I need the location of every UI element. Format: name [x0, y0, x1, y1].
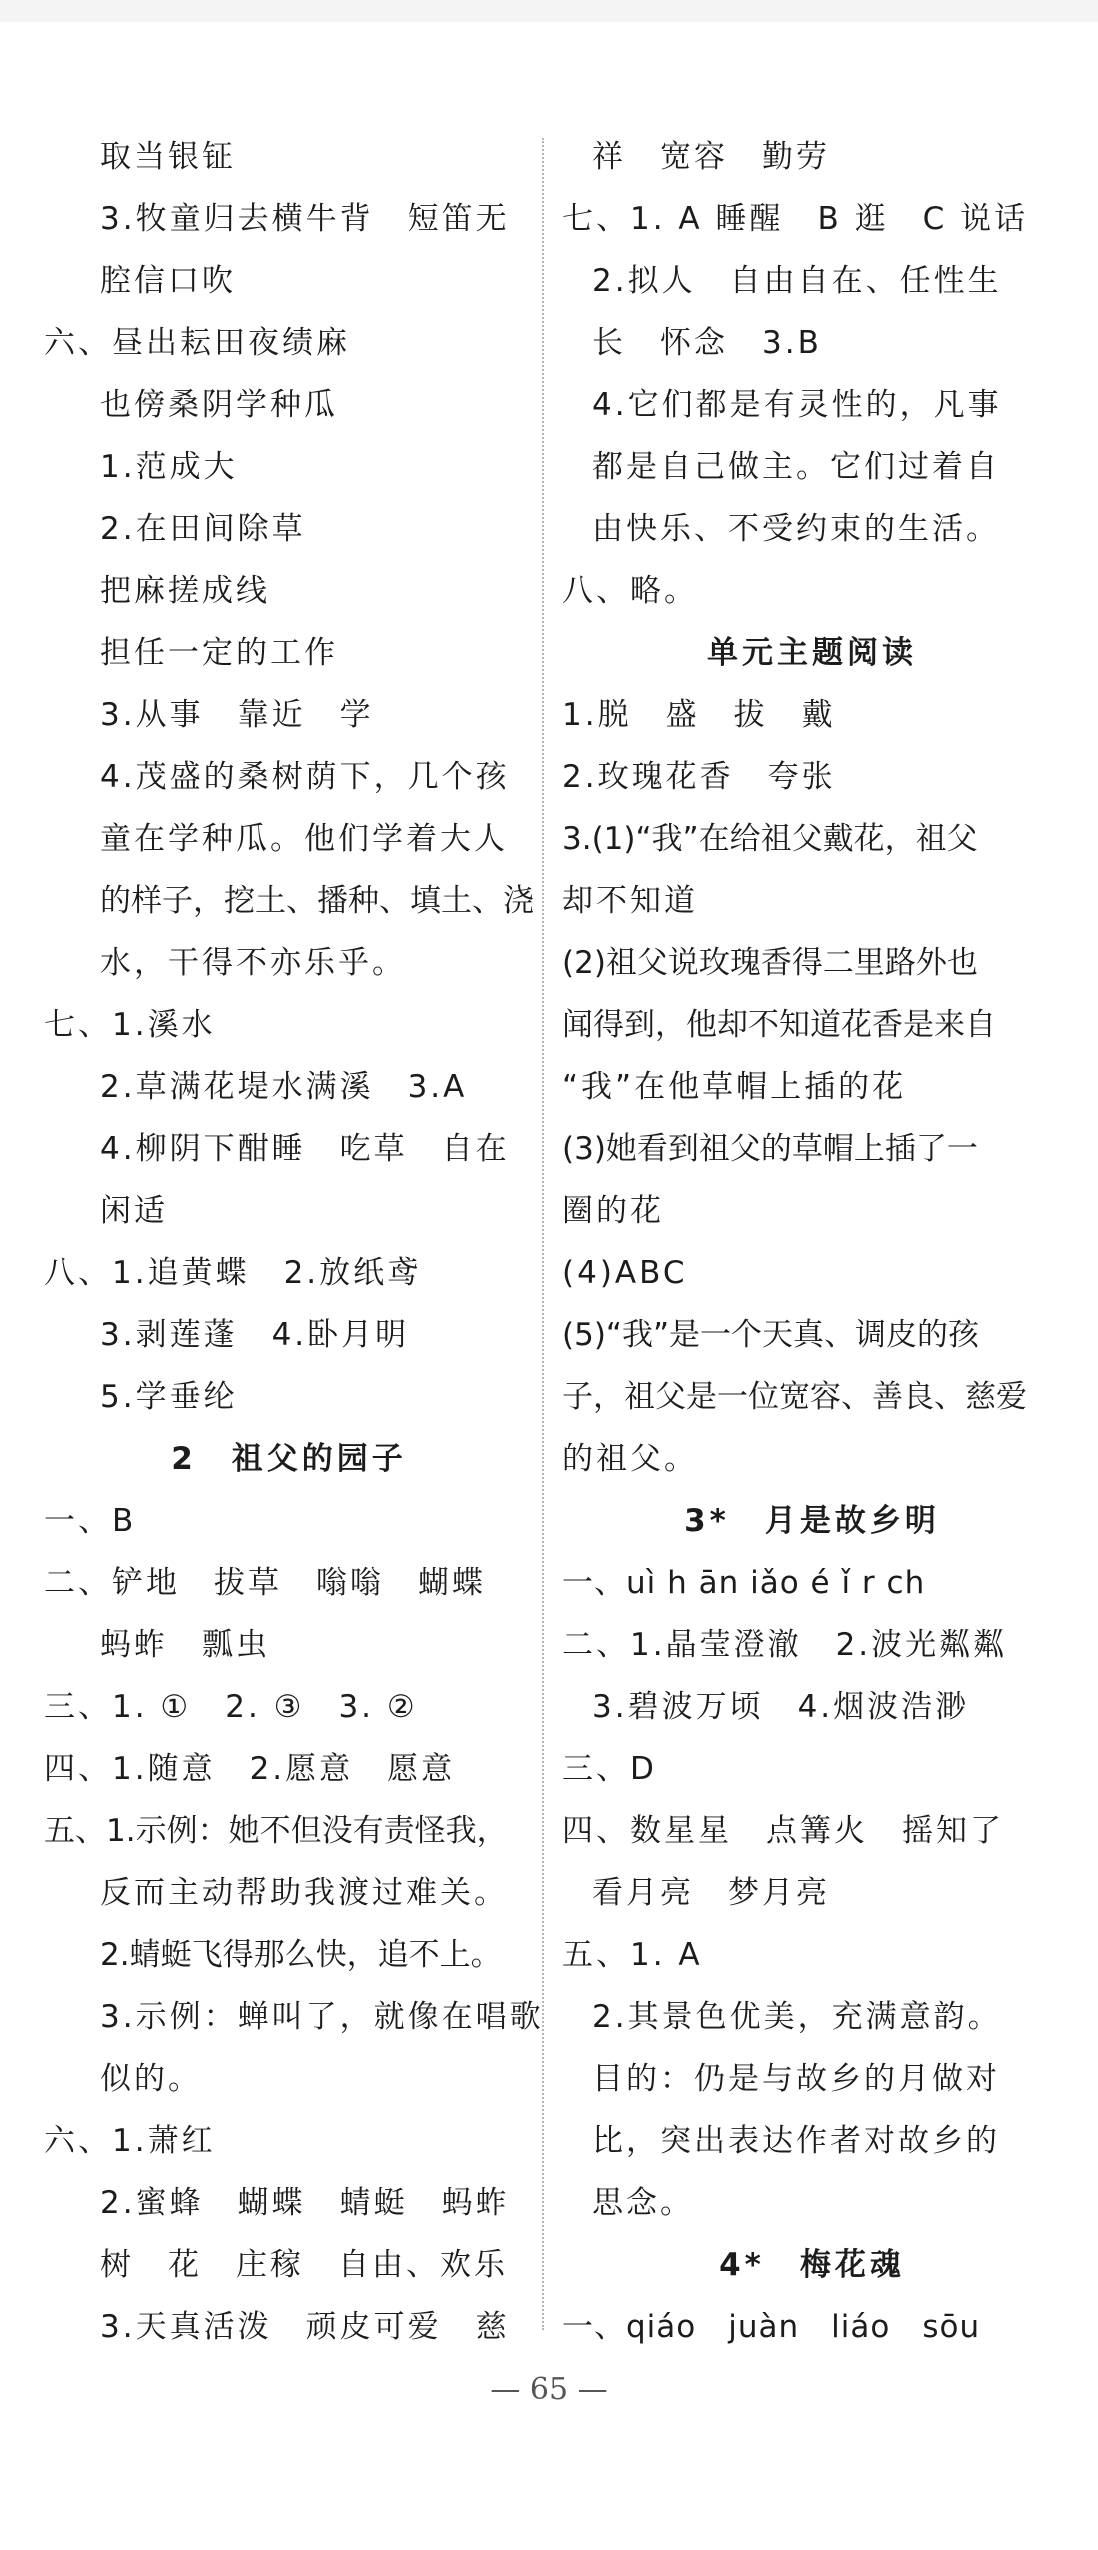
left-answer-line: 六、昼出耘田夜绩麻 — [44, 325, 350, 361]
right-answer-line: 目的：仍是与故乡的月做对 — [592, 2061, 1000, 2097]
left-answer-line: 3.天真活泼 顽皮可爱 慈 — [100, 2309, 510, 2345]
right-answer-line: “我”在他草帽上插的花 — [562, 1069, 907, 1105]
right-answer-line: 3.碧波万顷 4.烟波浩渺 — [592, 1689, 970, 1725]
left-answer-line: 4.茂盛的桑树荫下，几个孩 — [100, 759, 510, 795]
right-answer-line: 比，突出表达作者对故乡的 — [592, 2123, 1000, 2159]
left-answer-line: 八、1.追黄蝶 2.放纸鸢 — [44, 1255, 422, 1291]
right-answer-line: 三、D — [562, 1751, 657, 1787]
right-answer-line: 2.其景色优美，充满意韵。 — [592, 1999, 1002, 2035]
right-answer-line: 4.它们都是有灵性的，凡事 — [592, 387, 1002, 423]
right-answer-line: (5)“我”是一个天真、调皮的孩 — [562, 1317, 980, 1353]
right-answer-line: 祥 宽容 勤劳 — [592, 139, 830, 175]
right-answer-line: 一、qiáo juàn liáo sōu — [562, 2309, 981, 2345]
right-answer-line: 2.拟人 自由自在、任性生 — [592, 263, 1002, 299]
left-answer-line: 二、铲地 拔草 嗡嗡 蝴蝶 — [44, 1565, 486, 1601]
left-answer-line: 3.示例：蝉叫了，就像在唱歌 — [100, 1999, 544, 2035]
page-number: — 65 — — [490, 2372, 608, 2407]
left-answer-line: 把麻搓成线 — [100, 573, 270, 609]
left-answer-line: 闲适 — [100, 1193, 168, 1229]
left-answer-line: 担任一定的工作 — [100, 635, 338, 671]
left-column — [44, 126, 544, 2358]
left-answer-line: 似的。 — [100, 2061, 202, 2097]
right-answer-line: (4)ABC — [562, 1255, 688, 1291]
left-answer-line: 5.学垂纶 — [100, 1379, 238, 1415]
left-answer-line: 四、1.随意 2.愿意 愿意 — [44, 1751, 456, 1787]
left-answer-line: 腔信口吹 — [100, 263, 236, 299]
right-answer-line: (3)她看到祖父的草帽上插了一 — [562, 1131, 978, 1167]
left-answer-line: 2.蜻蜓飞得那么快，追不上。 — [100, 1937, 502, 1973]
right-answer-line: 一、uì h ān iǎo é ǐ r ch — [562, 1565, 926, 1601]
right-answer-line: 思念。 — [592, 2185, 694, 2221]
right-answer-line: 都是自己做主。它们过着自 — [592, 449, 1000, 485]
left-answer-line: 三、1. ① 2. ③ 3. ② — [44, 1689, 418, 1725]
right-column — [562, 126, 1062, 2358]
left-answer-line: 3.牧童归去横牛背 短笛无 — [100, 201, 510, 237]
right-answer-line: 1.脱 盛 拔 戴 — [562, 697, 836, 733]
right-answer-line: 七、1. A 睡醒 B 逛 C 说话 — [562, 201, 1029, 237]
right-answer-line: 2.玫瑰花香 夸张 — [562, 759, 836, 795]
left-answer-line: 树 花 庄稼 自由、欢乐 — [100, 2247, 508, 2283]
left-answer-line: 的样子，挖土、播种、填土、浇 — [100, 883, 534, 919]
right-answer-line: (2)祖父说玫瑰香得二里路外也 — [562, 945, 978, 981]
right-answer-line: 五、1. A — [562, 1937, 703, 1973]
right-answer-line: 二、1.晶莹澄澈 2.波光粼粼 — [562, 1627, 1008, 1663]
left-answer-line: 蚂蚱 瓢虫 — [100, 1627, 270, 1663]
left-answer-line: 反而主动帮助我渡过难关。 — [100, 1875, 508, 1911]
left-answer-line: 1.范成大 — [100, 449, 238, 485]
left-answer-line: 取当银钲 — [100, 139, 236, 175]
right-answer-line: 3.(1)“我”在给祖父戴花，祖父 — [562, 821, 978, 857]
right-section-heading: 单元主题阅读 — [707, 635, 917, 671]
right-answer-line: 由快乐、不受约束的生活。 — [592, 511, 1000, 547]
left-answer-line: 2.在田间除草 — [100, 511, 306, 547]
left-answer-line: 2.草满花堤水满溪 3.A — [100, 1069, 468, 1105]
column-divider — [542, 138, 544, 2330]
left-section-heading: 2 祖父的园子 — [171, 1441, 407, 1477]
left-answer-line: 水，干得不亦乐乎。 — [100, 945, 406, 981]
left-answer-line: 3.从事 靠近 学 — [100, 697, 374, 733]
right-answer-line: 长 怀念 3.B — [592, 325, 822, 361]
right-section-heading: 4* 梅花魂 — [719, 2247, 905, 2283]
right-answer-line: 的祖父。 — [562, 1441, 698, 1477]
right-section-heading: 3* 月是故乡明 — [684, 1503, 940, 1539]
right-answer-line: 四、数星星 点篝火 摇知了 — [562, 1813, 1004, 1849]
left-answer-line: 2.蜜蜂 蝴蝶 蜻蜓 蚂蚱 — [100, 2185, 510, 2221]
right-answer-line: 圈的花 — [562, 1193, 664, 1229]
right-answer-line: 子，祖父是一位宽容、善良、慈爱 — [562, 1379, 1027, 1415]
page-top-band — [0, 0, 1098, 22]
left-answer-line: 3.剥莲蓬 4.卧月明 — [100, 1317, 410, 1353]
left-answer-line: 童在学种瓜。他们学着大人 — [100, 821, 508, 857]
left-answer-line: 一、B — [44, 1503, 137, 1539]
right-answer-line: 闻得到，他却不知道花香是来自 — [562, 1007, 996, 1043]
left-answer-line: 五、1.示例：她不但没有责怪我， — [44, 1813, 508, 1849]
left-answer-line: 4.柳阴下酣睡 吃草 自在 — [100, 1131, 510, 1167]
right-answer-line: 看月亮 梦月亮 — [592, 1875, 830, 1911]
left-answer-line: 也傍桑阴学种瓜 — [100, 387, 338, 423]
left-answer-line: 七、1.溪水 — [44, 1007, 216, 1043]
right-answer-line: 八、略。 — [562, 573, 698, 609]
right-answer-line: 却不知道 — [562, 883, 698, 919]
left-answer-line: 六、1.萧红 — [44, 2123, 216, 2159]
